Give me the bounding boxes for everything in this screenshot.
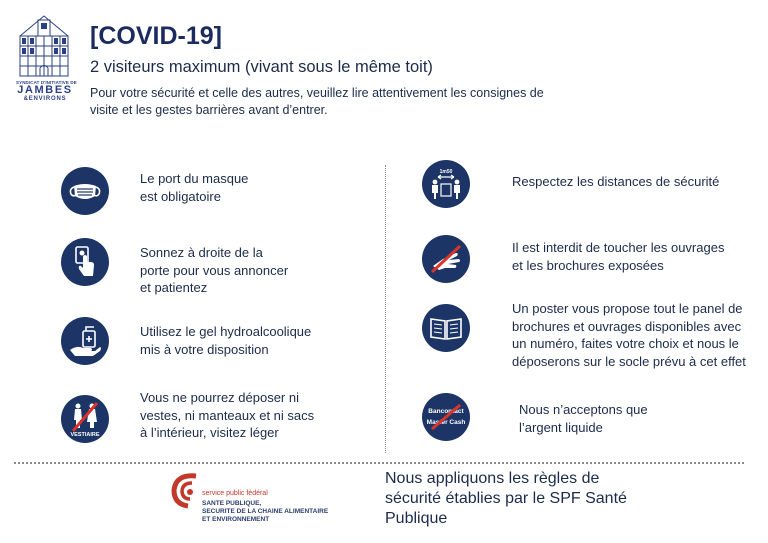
rule-distance-text: Respectez les distances de sécurité [512, 174, 720, 189]
vertical-divider [385, 165, 386, 453]
footer-text: Nous appliquons les règles de sécurité établies par le SPF Santé Publique [385, 470, 627, 527]
vestiaire-label: VESTIAIRE [70, 432, 100, 438]
mastercash-label: Master Cash [426, 419, 466, 426]
doorbell-icon [61, 238, 109, 286]
rule-cloakroom-text: Vous ne pourrez déposer ni vestes, ni manteaux et ni sacs à l’intérieur, visitez léger [140, 390, 315, 440]
page-subtitle: 2 visiteurs maximum (vivant sous le même toit) [90, 58, 433, 76]
horizontal-divider [14, 462, 744, 464]
bancontact-label: Bancontact [428, 408, 464, 415]
rule-sanitizer-text: Utilisez le gel hydroalcoolique mis à votre disposition [140, 324, 312, 357]
intro-text: Pour votre sécurité et celle des autres, veuillez lire attentivement les consignes de visite et les gestes barrières avant d’entrer. [90, 86, 544, 117]
rule-cash-text: Nous n’acceptons que l’argent liquide [519, 402, 648, 435]
no-card-icon [422, 393, 470, 441]
rule-mask-text: Le port du masque est obligatoire [140, 171, 249, 204]
distance-label: 1m50 [439, 169, 453, 175]
mask-icon [61, 167, 109, 215]
spf-logo [170, 470, 370, 534]
rule-poster-text: Un poster vous propose tout le panel de brochures et ouvrages disponibles avec un numéro, faites votre choix et nous le déposerons sur le socle prévu à cet effet [512, 301, 746, 369]
open-book-icon [422, 304, 470, 352]
jambes-logo [16, 14, 77, 110]
town-hall-logo-icon [16, 14, 72, 78]
spf-swirl-icon [170, 472, 200, 510]
hand-sanitizer-icon [61, 317, 109, 365]
social-distance-icon [422, 160, 470, 208]
logo-line-3: &ENVIRONS [23, 96, 67, 102]
no-cloakroom-icon [61, 395, 109, 443]
spf-bold-text: SANTE PUBLIQUE, SECURITE DE LA CHAINE ALIMENTAIRE ET ENVIRONNEMENT [202, 500, 329, 523]
logo-line-2: JAMBES [17, 84, 73, 96]
no-touch-icon [422, 235, 470, 283]
rule-no-touch-text: Il est interdit de toucher les ouvrages et les brochures exposées [512, 240, 725, 273]
logo-line-1: SYNDICAT D'INITIATIVE DE [16, 80, 77, 85]
spf-small-text: service public fédéral [202, 490, 268, 497]
page-title: [COVID-19] [90, 22, 222, 50]
rule-doorbell-text: Sonnez à droite de la porte pour vous annoncer et patientez [140, 245, 289, 295]
logo-text [16, 80, 77, 102]
